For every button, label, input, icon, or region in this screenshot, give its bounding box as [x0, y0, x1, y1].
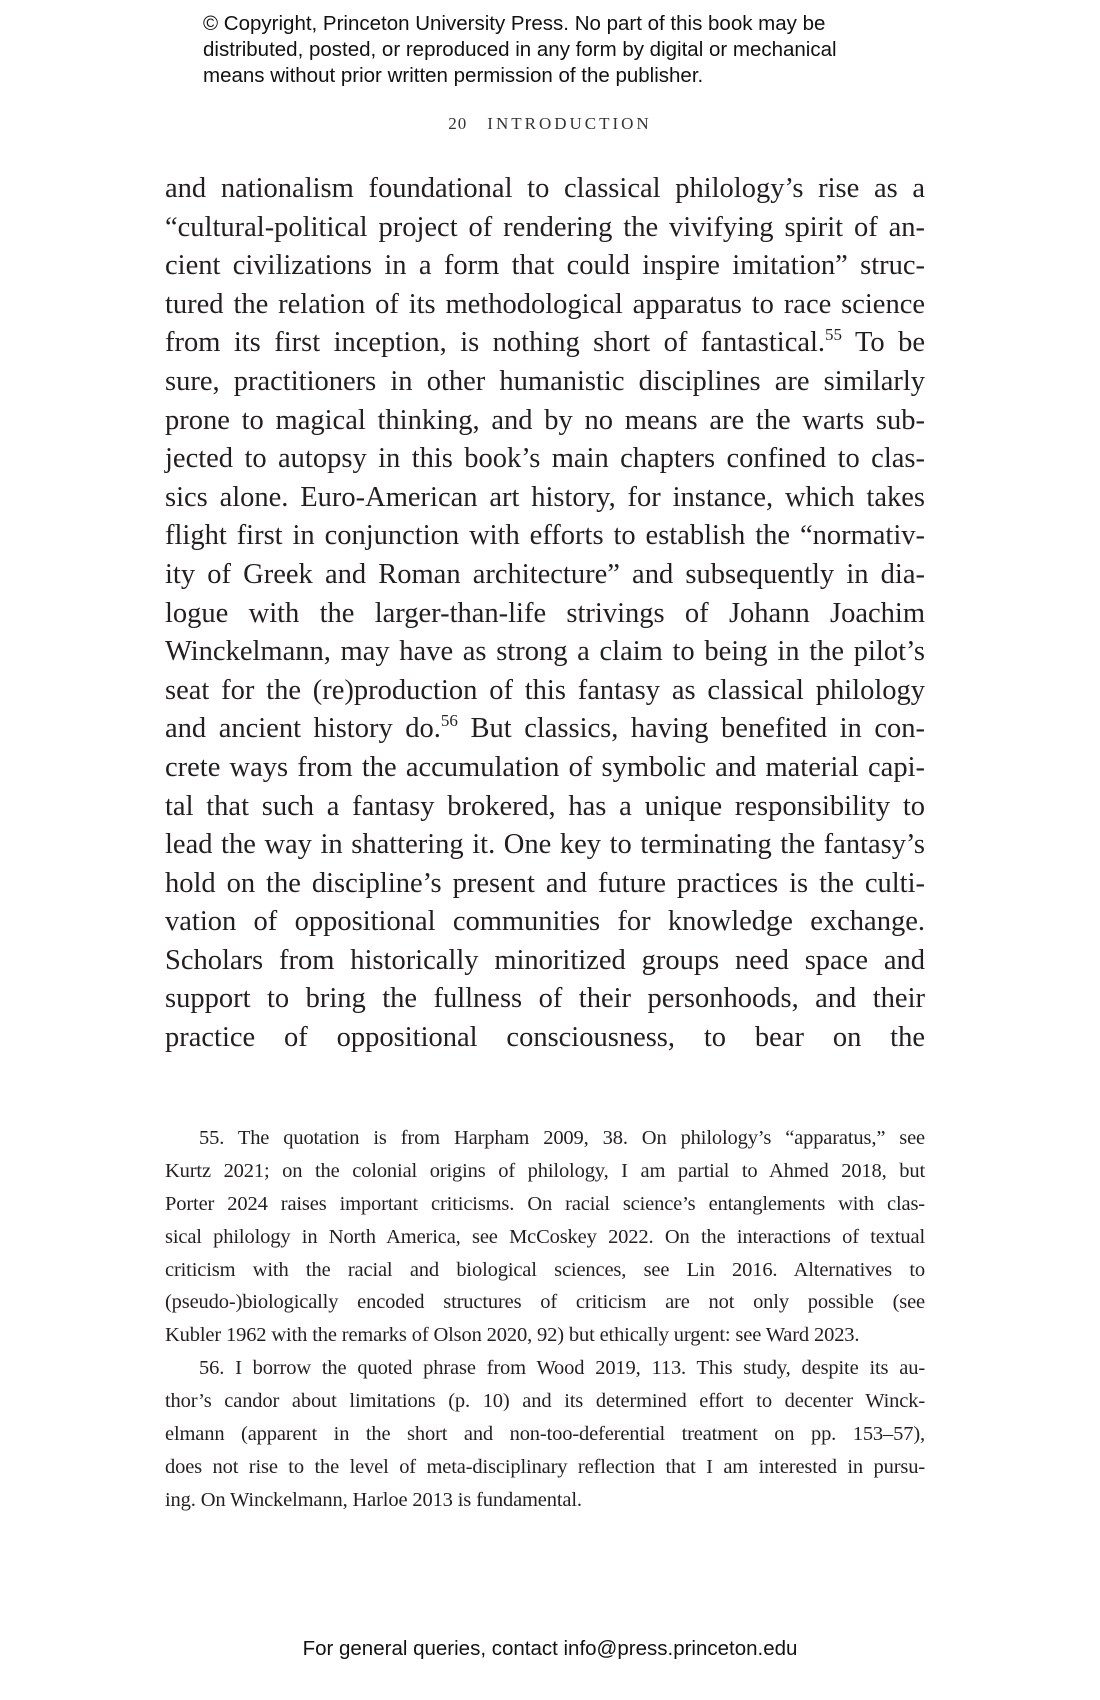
body-line [165, 980, 925, 1019]
body-line [165, 595, 925, 634]
body-line [165, 672, 925, 711]
body-line-text: tured the relation of its methodological apparatus to race science [165, 288, 925, 320]
body-line [165, 363, 925, 402]
body-line [165, 556, 925, 595]
footnote-line: 55. The quotation is from Harpham 2009, 38. On philology’s “apparatus,” see [199, 1127, 925, 1149]
body-line [165, 440, 925, 479]
footnote [165, 1122, 925, 1352]
footnote-line: Kurtz 2021; on the colonial origins of philology, I am partial to Ahmed 2018, but [165, 1159, 925, 1182]
footnote [165, 1352, 925, 1516]
body-line [165, 633, 925, 672]
body-line-text: To be [842, 327, 925, 359]
footnote-line: elmann (apparent in the short and non-too-deferential treatment on pp. 153–57), [165, 1423, 925, 1446]
body-line-text: hold on the discipline’s present and future practices is the culti- [165, 867, 925, 899]
body-line-text: practice of oppositional consciousness, to bear on the [165, 1022, 925, 1054]
body-line-text: seat for the (re)production of this fantasy as classical philology [165, 674, 925, 706]
body-line [165, 247, 925, 286]
body-text [165, 170, 925, 1058]
body-line-text: crete ways from the accumulation of symbolic and material capi- [165, 751, 925, 783]
copyright-notice [203, 11, 837, 89]
body-line-text: vation of oppositional communities for knowledge exchange. [165, 906, 925, 938]
body-line-text: “cultural-political project of rendering the vivifying spirit of an- [165, 211, 925, 243]
body-line-text: jected to autopsy in this book’s main chapters confined to clas- [165, 443, 925, 475]
footnote-reference[interactable]: 56 [440, 711, 458, 731]
body-line-text: lead the way in shattering it. One key to terminating the fantasy’s [165, 829, 925, 861]
copyright-line: © Copyright, Princeton University Press. No part of this book may be [203, 12, 826, 35]
body-line-text: flight first in conjunction with efforts to establish the “normativ- [165, 520, 925, 552]
running-head [0, 114, 1100, 134]
body-line [165, 170, 925, 209]
body-line-text: cient civilizations in a form that could inspire imitation” struc- [165, 250, 925, 282]
body-line [165, 324, 925, 363]
body-line [165, 402, 925, 441]
footnote-line: Kubler 1962 with the remarks of Olson 2020, 92) but ethically urgent: see Ward 2023. [165, 1324, 860, 1347]
footnote-reference[interactable]: 55 [825, 325, 843, 345]
footnote-line: ing. On Winckelmann, Harloe 2013 is fundamental. [165, 1488, 582, 1511]
body-line-text: tal that such a fantasy brokered, has a unique responsibility to [165, 790, 925, 822]
body-line-text: Scholars from historically minoritized groups need space and [165, 944, 925, 976]
copyright-line: distributed, posted, or reproduced in any form by digital or mechanical [203, 38, 837, 61]
footnote-line: sical philology in North America, see McCoskey 2022. On the interactions of textual [165, 1225, 925, 1248]
body-line-text: logue with the larger-than-life strivings of Johann Joachim [165, 597, 925, 629]
footnote-line: (pseudo-)biologically encoded structures of criticism are not only possible (see [165, 1291, 925, 1314]
body-line-text: from its first inception, is nothing short of fantastical. [165, 327, 826, 359]
page-number: 20 [448, 114, 468, 133]
body-line-text: and nationalism foundational to classical philology’s rise as a [165, 173, 925, 204]
body-line [165, 788, 925, 827]
body-line-text: sure, practitioners in other humanistic disciplines are similarly [165, 365, 925, 397]
footnote-line: 56. I borrow the quoted phrase from Wood 2019, 113. This study, despite its au- [199, 1357, 925, 1380]
body-line [165, 517, 925, 556]
body-line [165, 209, 925, 248]
body-line-text: ity of Greek and Roman architecture” and subsequently in dia- [165, 558, 925, 590]
chapter-title: INTRODUCTION [487, 114, 652, 133]
body-line-text: prone to magical thinking, and by no means are the warts sub- [165, 404, 925, 436]
body-line [165, 826, 925, 865]
body-line-text: sics alone. Euro-American art history, for instance, which takes [165, 481, 925, 513]
body-line [165, 1019, 925, 1058]
body-line [165, 865, 925, 904]
footnote-line: does not rise to the level of meta-disciplinary reflection that I am interested in pursu- [165, 1455, 925, 1478]
body-line [165, 286, 925, 325]
footer-contact: For general queries, contact info@press.princeton.edu [302, 1637, 798, 1660]
copyright-line: means without prior written permission of the publisher. [203, 64, 704, 87]
body-line [165, 479, 925, 518]
footnote-line: thor’s candor about limitations (p. 10) and its determined effort to decenter Winck- [165, 1390, 925, 1413]
body-line [165, 942, 925, 981]
body-line-text: Winckelmann, may have as strong a claim to being in the pilot’s [165, 636, 925, 668]
footnote-line: Porter 2024 raises important criticisms. On racial science’s entanglements with clas- [165, 1192, 925, 1215]
body-line [165, 710, 925, 749]
body-line-text: support to bring the fullness of their personhoods, and their [165, 983, 925, 1015]
body-line [165, 749, 925, 788]
footnotes [165, 1122, 925, 1517]
footnote-line: criticism with the racial and biological sciences, see Lin 2016. Alternatives to [165, 1258, 925, 1281]
body-line-text: But classics, having benefited in con- [457, 713, 926, 745]
body-line-text: and ancient history do. [165, 713, 441, 745]
body-line [165, 903, 925, 942]
